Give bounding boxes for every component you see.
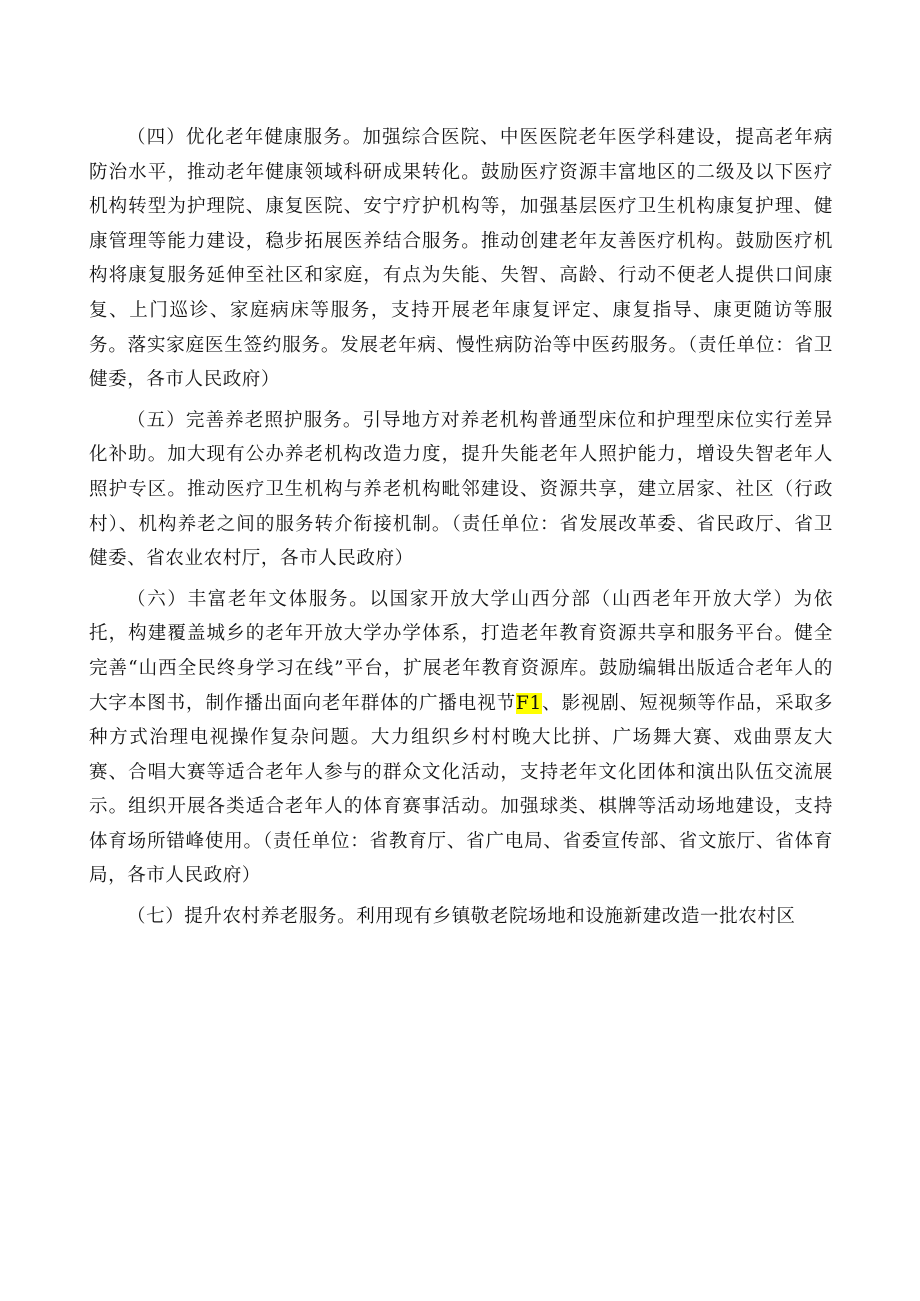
document-body: [89, 121, 833, 941]
paragraph-section-6: [89, 583, 833, 894]
highlighted-footnote-marker: F1: [516, 692, 542, 714]
paragraph-section-7: （七）提升农村养老服务。利用现有乡镇敬老院场地和设施新建改造一批农村区: [127, 906, 796, 928]
paragraph-section-6-text-after: 、影视剧、短视频等作品，采取多种方式治理电视操作复杂问题。大力组织乡村村晚大比拼、广场舞大赛、戏曲票友大赛、合唱大赛等适合老年人参与的群众文化活动，支持老年文化团体和演出队伍交流展示。组织开展各类适合老年人的体育赛事活动。加强球类、棋牌等活动场地建设，支持体育场所错峰使用。（责任单位：省教育厅、省广电局、省委宣传部、省文旅厅、省体育局，各市人民政府）: [89, 692, 833, 887]
paragraph-section-4: （四）优化老年健康服务。加强综合医院、中医医院老年医学科建设，提高老年病防治水平，推动老年健康领域科研成果转化。鼓励医疗资源丰富地区的二级及以下医疗机构转型为护理院、康复医院、安宁疗护机构等，加强基层医疗卫生机构康复护理、健康管理等能力建设，稳步拓展医养结合服务。推动创建老年友善医疗机构。鼓励医疗机构将康复服务延伸至社区和家庭，有点为失能、失智、高龄、行动不便老人提供口间康复、上门巡诊、家庭病床等服务，支持开展老年康复评定、康复指导、康更随访等服务。落实家庭医生签约服务。发展老年病、慢性病防治等中医药服务。（责任单位：省卫健委，各市人民政府）: [89, 127, 833, 391]
paragraph-section-6-text-before: （六）丰富老年文体服务。以国家开放大学山西分部（山西老年开放大学）为依托，构建覆盖城乡的老年开放大学办学体系，打造老年教育资源共享和服务平台。健全完善“山西全民终身学习在线”平台，扩展老年教育资源库。鼓励编辑出版适合老年人的大字本图书，制作播出面向老年群体的广播电视节: [89, 588, 833, 714]
paragraph-section-5: （五）完善养老照护服务。引导地方对养老机构普通型床位和护理型床位实行差异化补助。加大现有公办养老机构改造力度，提升失能老年人照护能力，增设失智老年人照护专区。推动医疗卫生机构与养老机构毗邻建设、资源共享，建立居家、社区（行政村）、机构养老之间的服务转介衔接机制。（责任单位：省发展改革委、省民政厅、省卫健委、省农业农村厅，各市人民政府）: [89, 409, 833, 570]
